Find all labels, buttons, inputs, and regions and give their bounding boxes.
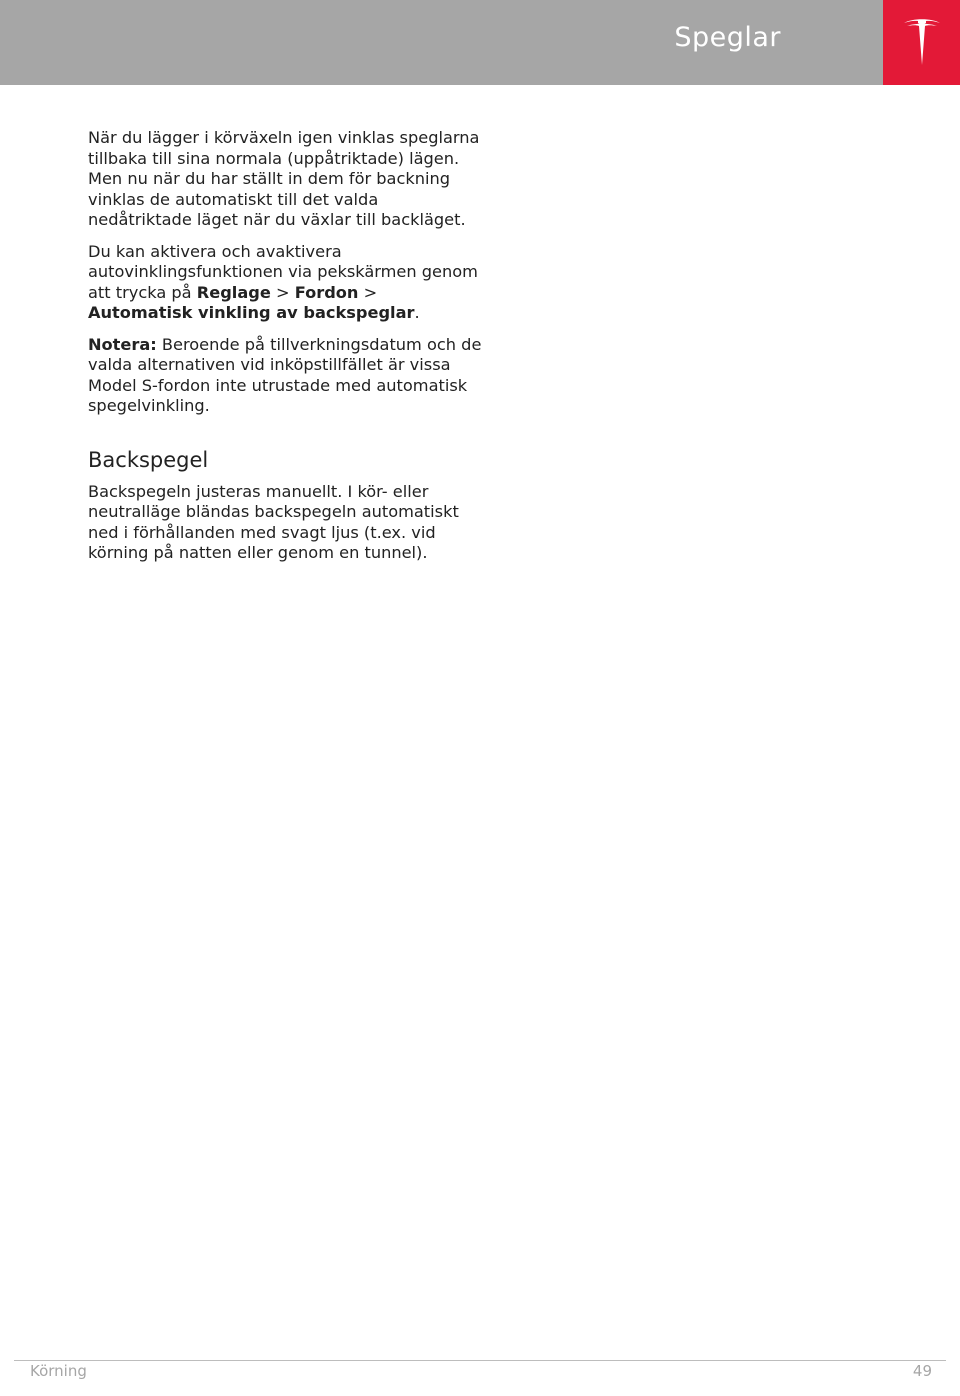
note-paragraph <box>88 335 483 417</box>
footer-divider <box>14 1360 946 1361</box>
menu-path-vehicle: Fordon <box>294 282 359 302</box>
logo-box <box>883 0 960 85</box>
paragraph-rearview-mirror: Backspegeln justeras manuellt. I kör- eller neutralläge bländas backspegeln automatiskt ned i förhållanden med svagt ljus (t.ex. vid körning på natten eller genom en tunnel). <box>88 481 459 562</box>
note-label: Notera: <box>88 334 157 354</box>
header-band <box>0 0 883 85</box>
tesla-logo-icon <box>902 17 942 67</box>
paragraph-reverse-tilt: När du lägger i körväxeln igen vinklas speglarna tillbaka till sina normala (uppåtriktade) lägen. Men nu när du har ställt in dem för backning vinklas de automatiskt till det valda nedåtriktade läget när du växlar till backläget. <box>88 128 480 229</box>
menu-path-separator: > <box>358 282 378 302</box>
page-title: Speglar <box>674 22 781 53</box>
menu-path-auto-tilt: Automatisk vinkling av backspeglar <box>88 303 415 322</box>
paragraph-end: . <box>414 303 420 322</box>
section-heading: Backspegel <box>88 447 209 472</box>
paragraph-autotilt-text: Du kan aktivera och avaktivera autovinklingsfunktionen via pekskärmen genom att trycka på <box>88 241 478 302</box>
menu-path-separator: > <box>270 282 295 302</box>
paragraph-autotilt-setting <box>88 242 483 324</box>
menu-path-controls: Reglage <box>196 282 271 302</box>
main-content <box>88 128 483 575</box>
footer-page-number: 49 <box>912 1362 932 1380</box>
note-text: Beroende på tillverkningsdatum och de valda alternativen vid inköpstillfället är vissa Model S-fordon inte utrustade med automatisk spegelvinkling. <box>88 334 482 415</box>
footer-section-name: Körning <box>30 1362 87 1380</box>
